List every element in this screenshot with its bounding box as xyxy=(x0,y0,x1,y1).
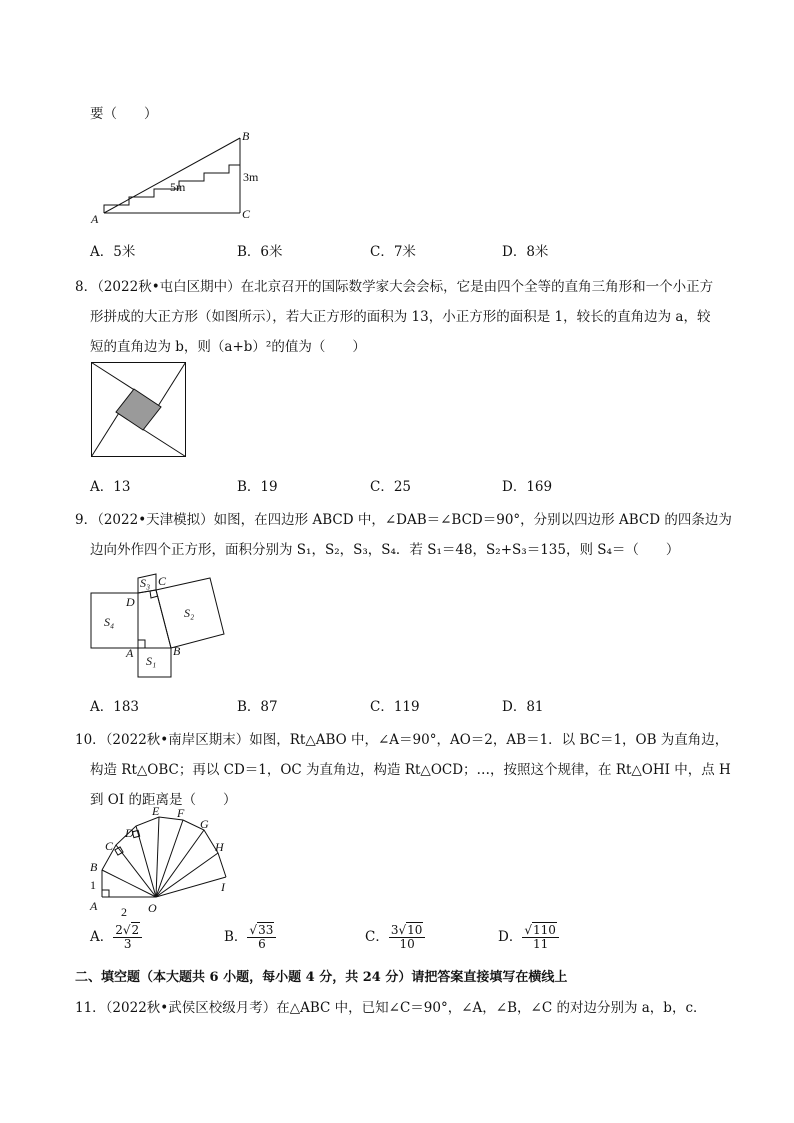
q9-quadrilateral-figure xyxy=(88,568,233,683)
q10-spiral-figure xyxy=(88,804,248,920)
label-C: C xyxy=(242,207,251,221)
label-S3: S₃ xyxy=(140,576,151,590)
q8-line-1: 8．（2022秋•屯白区期中）在北京召开的国际数学家大会会标，它是由四个全等的直角三角形和一个小正方 xyxy=(75,279,714,295)
label-D: D xyxy=(125,826,134,840)
label-3m: 3m xyxy=(243,170,259,184)
label-B: B xyxy=(242,129,250,143)
q10-option-a: A． $\frac{2√2}{3}$ xyxy=(90,924,142,951)
label-D: D xyxy=(126,595,135,609)
q10-line-2: 构造 Rt△OBC；再以 CD＝1，OC 为直角边，构造 Rt△OCD；…，按照这个规律，在 Rt△OHI 中，点 H xyxy=(90,762,731,778)
label-S2: S₂ xyxy=(184,606,195,620)
label-E: E xyxy=(152,804,160,818)
q9-option-d: D．81 xyxy=(502,699,544,715)
quad-abcd xyxy=(138,590,171,648)
label-I: I xyxy=(221,880,225,894)
q9-option-b: B．87 xyxy=(237,699,278,715)
label-C: C xyxy=(105,839,114,853)
label-F: F xyxy=(177,806,185,820)
q7-tail: 要（ ） xyxy=(90,106,158,122)
section-2-heading: 二、填空题（本大题共 6 小题，每小题 4 分，共 24 分）请把答案直接填写在横线上 xyxy=(75,970,568,985)
q8-line-2: 形拼成的大正方形（如图所示），若大正方形的面积为 13，小正方形的面积是 1，较长的直角边为 a，较 xyxy=(90,309,711,325)
q7-option-a: A．5米 xyxy=(90,244,136,260)
q8-line-3: 短的直角边为 b，则（a+b）²的值为（ ） xyxy=(90,339,366,355)
label-O: O xyxy=(148,901,157,915)
label-2: 2 xyxy=(121,905,127,919)
hypotenuse-ab xyxy=(104,138,240,213)
q7-option-b: B．6米 xyxy=(237,244,283,260)
label-B: B xyxy=(90,860,98,874)
inner-shaded-square xyxy=(116,389,161,430)
q9-line-1: 9．（2022•天津模拟）如图，在四边形 ABCD 中，∠DAB＝∠BCD＝90°，分别以四边形 ABCD 的四条边为 xyxy=(75,512,732,528)
q10-option-d: D． $\frac{√110}{11}$ xyxy=(498,924,559,951)
q10-option-b: B． $\frac{√33}{6}$ xyxy=(224,924,276,951)
label-A: A xyxy=(90,899,98,913)
label-S1: S₁ xyxy=(146,654,157,668)
label-S4: S₄ xyxy=(104,615,115,629)
q9-option-c: C．119 xyxy=(370,699,420,715)
label-B: B xyxy=(173,644,181,658)
label-H: H xyxy=(215,840,224,854)
q8-option-b: B．19 xyxy=(237,479,278,495)
q7-stairs-figure xyxy=(88,128,288,228)
q9-line-2: 边向外作四个正方形，面积分别为 S₁，S₂，S₃，S₄．若 S₁＝48，S₂+S₃＝135，则 S₄＝（ ） xyxy=(90,542,680,558)
label-A: A xyxy=(126,646,134,660)
q7-option-c: C．7米 xyxy=(370,244,416,260)
q7-option-d: D．8米 xyxy=(502,244,549,260)
q11-line-1: 11．（2022秋•武侯区校级月考）在△ABC 中，已知∠C＝90°，∠A，∠B，∠C 的对边分别为 a，b，c． xyxy=(75,1000,707,1016)
q8-option-a: A．13 xyxy=(90,479,131,495)
q8-square-figure xyxy=(91,362,187,458)
q10-line-3: 到 OI 的距离是（ ） xyxy=(90,792,237,808)
q10-line-1: 10．（2022秋•南岸区期末）如图，Rt△ABO 中，∠A＝90°，AO＝2，AB＝1．以 BC＝1，OB 为直角边， xyxy=(75,732,729,748)
label-5m: 5m xyxy=(170,180,186,194)
q9-option-a: A．183 xyxy=(90,699,140,715)
q8-option-d: D．169 xyxy=(502,479,553,495)
q8-option-c: C．25 xyxy=(370,479,412,495)
label-C: C xyxy=(158,574,167,588)
label-1: 1 xyxy=(90,878,96,892)
label-G: G xyxy=(200,817,209,831)
q10-option-c: C． $\frac{3√10}{10}$ xyxy=(365,924,425,951)
label-A: A xyxy=(91,212,99,226)
